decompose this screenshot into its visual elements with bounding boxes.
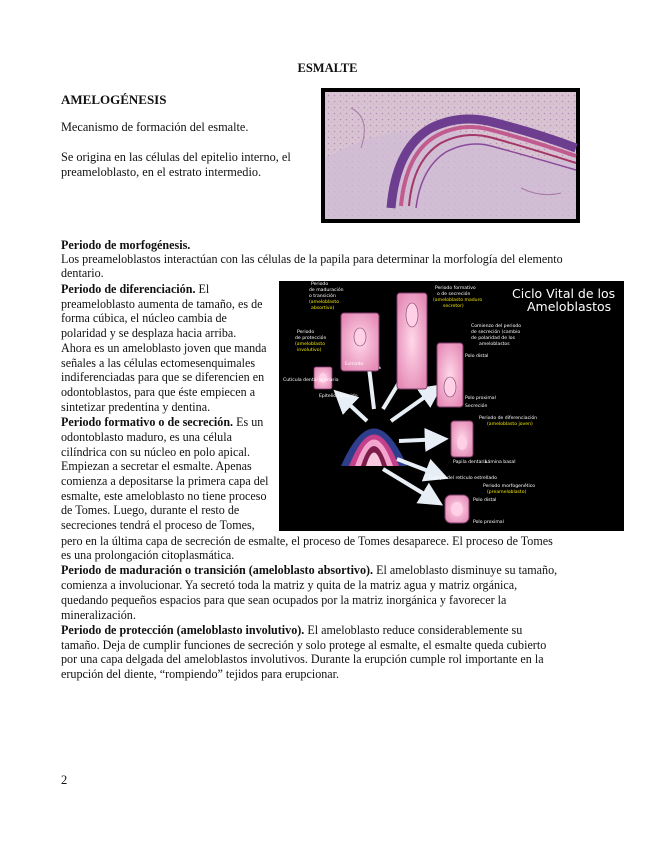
maduracion-line-1: Periodo de maduración o transición (ameloblasto absortivo). El ameloblasto disminuye su tamaño, bbox=[61, 563, 558, 577]
svg-text:(ameloblasto maduro: (ameloblasto maduro bbox=[433, 298, 483, 303]
morfogenesis-line-1: Los preameloblastos interactúan con las células de la papila para determinar la morfología del elemento bbox=[61, 252, 563, 266]
svg-text:Epitelio reducido: Epitelio reducido bbox=[319, 394, 358, 399]
diagram-title-line-2: Ameloblastos bbox=[527, 299, 612, 314]
intro-paragraph-1: Mecanismo de formación del esmalte. bbox=[61, 120, 249, 134]
ameloblast-cell-secretory-tall bbox=[397, 293, 427, 389]
diferenciacion-heading: Periodo de diferenciación. bbox=[61, 282, 196, 296]
morfogenesis-title bbox=[61, 238, 190, 253]
maduracion-line-4: mineralización. bbox=[61, 608, 136, 622]
diferenciacion-line-9: sintetizar predentina y dentina. bbox=[61, 400, 211, 414]
svg-text:de maduración: de maduración bbox=[309, 288, 344, 293]
formativo-line-8: secreciones tendrá el proceso de Tomes, bbox=[61, 518, 255, 532]
formativo-line-2: odontoblasto maduro, es una célula bbox=[61, 430, 232, 444]
svg-text:Polo proximal: Polo proximal bbox=[473, 520, 504, 525]
diferenciacion-line-5: Ahora es un ameloblasto joven que manda bbox=[61, 341, 267, 355]
proteccion-line-1: Periodo de protección (ameloblasto involutivo). El ameloblasto reduce considerablemente su bbox=[61, 623, 523, 637]
diferenciacion-line-3: forma cúbica, el núcleo cambia de bbox=[61, 311, 227, 325]
svg-text:Papila dentaria: Papila dentaria bbox=[453, 460, 488, 465]
formativo-line-3: cilíndrica con su núcleo en polo apical. bbox=[61, 445, 251, 459]
formativo-line-5: comienza a depositarse la primera capa del bbox=[61, 474, 269, 488]
svg-text:Polo proximal: Polo proximal bbox=[465, 396, 496, 401]
svg-text:Lámina basal: Lámina basal bbox=[485, 460, 516, 465]
svg-text:Periodo formativo: Periodo formativo bbox=[435, 286, 476, 291]
formativo-line-4: Empiezan a secretar el esmalte. Apenas bbox=[61, 459, 252, 473]
page-number: 2 bbox=[61, 773, 68, 787]
diferenciacion-line-8: odontoblastos, para que éste empiecen a bbox=[61, 385, 256, 399]
morfogenesis-line-2: dentario. bbox=[61, 266, 104, 280]
formativo-line-10: es una prolongación citoplasmática. bbox=[61, 548, 235, 562]
preameloblast-cell bbox=[445, 495, 469, 523]
diferenciacion-line-4: polaridad y se desplaza hacia arriba. bbox=[61, 326, 237, 340]
ameloblast-life-cycle-diagram bbox=[279, 281, 624, 531]
svg-text:o transición: o transición bbox=[309, 294, 336, 299]
morfogenesis-heading: Periodo de morfogénesis. bbox=[61, 238, 191, 252]
diferenciacion-line-6: señales a las células ectomesenquimales bbox=[61, 356, 256, 370]
svg-text:de polaridad de los: de polaridad de los bbox=[471, 336, 515, 341]
diferenciacion-line-1: Periodo de diferenciación. El bbox=[61, 282, 210, 296]
svg-text:(preameloblasto): (preameloblasto) bbox=[487, 490, 527, 495]
svg-text:secretor): secretor) bbox=[443, 304, 464, 309]
svg-text:de protección: de protección bbox=[295, 336, 327, 341]
proteccion-line-4: erupción del diente, “rompiendo” tejidos para erupcionar. bbox=[61, 667, 340, 681]
svg-text:o de secreción: o de secreción bbox=[437, 292, 471, 297]
diferenciacion-line-7: indiferenciadas para que se diferencien en bbox=[61, 370, 265, 384]
svg-text:(ameloblasto: (ameloblasto bbox=[295, 342, 326, 347]
formativo-line-6: esmalte, este ameloblasto no tiene proceso bbox=[61, 489, 267, 503]
label-differentiation bbox=[479, 414, 537, 427]
svg-text:Periodo: Periodo bbox=[297, 330, 315, 335]
formativo-line-1: Periodo formativo o de secreción. Es un bbox=[61, 415, 264, 429]
proteccion-line-3: por una capa delgada del ameloblastos involutivos. Durante la erupción cumple rol importante en la bbox=[61, 652, 544, 666]
svg-text:Polo distal: Polo distal bbox=[465, 354, 489, 359]
svg-text:Esmalte: Esmalte bbox=[345, 362, 364, 367]
svg-text:Cuerpo del retículo estrellado: Cuerpo del retículo estrellado bbox=[429, 476, 497, 481]
svg-text:involutivo): involutivo) bbox=[297, 348, 322, 353]
formativo-heading: Periodo formativo o de secreción. bbox=[61, 415, 234, 429]
diferenciacion-line-2: preameloblasto aumenta de tamaño, es de bbox=[61, 297, 263, 311]
maduracion-line-3: quedando pequeños espacios para que sean ocupados por la matriz inorgánica y favorecer la bbox=[61, 593, 507, 607]
document-title: ESMALTE bbox=[297, 61, 358, 75]
histology-micrograph bbox=[321, 88, 580, 223]
diagram-title-line-1: Ciclo Vital de los bbox=[512, 286, 616, 301]
intro-paragraph-2-line-2: preameloblasto, en el estrato intermedio. bbox=[61, 165, 262, 179]
svg-text:Secreción: Secreción bbox=[465, 404, 488, 409]
svg-text:Periodo de diferenciación: Periodo de diferenciación bbox=[479, 416, 538, 421]
proteccion-line-2: tamaño. Deja de cumplir funciones de secreción y solo protege al esmalte, el esmalte queda cubierto bbox=[61, 638, 547, 652]
ameloblast-cell-differentiation bbox=[451, 421, 473, 457]
ameloblast-cell-polarity-change bbox=[437, 343, 463, 407]
formativo-line-7: de Tomes. Luego, durante el resto de bbox=[61, 503, 240, 517]
intro-paragraph-2-line-1: Se origina en las células del epitelio interno, el bbox=[61, 150, 291, 164]
proteccion-heading: Periodo de protección (ameloblasto involutivo). bbox=[61, 623, 305, 637]
svg-text:Periodo morfogenético: Periodo morfogenético bbox=[483, 484, 536, 489]
svg-text:(ameloblasto: (ameloblasto bbox=[309, 300, 340, 305]
svg-text:absortivo): absortivo) bbox=[311, 306, 335, 311]
maduracion-line-2: comienza a involucionar. Ya secretó toda la matriz y quita de la matriz agua y matriz orgánica, bbox=[61, 578, 518, 592]
svg-text:Polo distal: Polo distal bbox=[473, 498, 497, 503]
svg-text:Periodo: Periodo bbox=[311, 282, 329, 287]
formativo-line-9: pero en la última capa de secreción de esmalte, el proceso de Tomes desaparece. El proceso de Tomes bbox=[61, 534, 553, 548]
maduracion-heading: Periodo de maduración o transición (ameloblasto absortivo). bbox=[61, 563, 374, 577]
svg-text:(ameloblasto joven): (ameloblasto joven) bbox=[487, 422, 533, 427]
section-heading: AMELOGÉNESIS bbox=[61, 92, 167, 107]
svg-text:ameloblastos: ameloblastos bbox=[479, 342, 510, 347]
svg-text:Cutícula dental primaria: Cutícula dental primaria bbox=[283, 378, 339, 383]
svg-text:de secreción (cambio: de secreción (cambio bbox=[471, 330, 521, 335]
svg-text:Comienzo del periodo: Comienzo del periodo bbox=[471, 324, 522, 329]
